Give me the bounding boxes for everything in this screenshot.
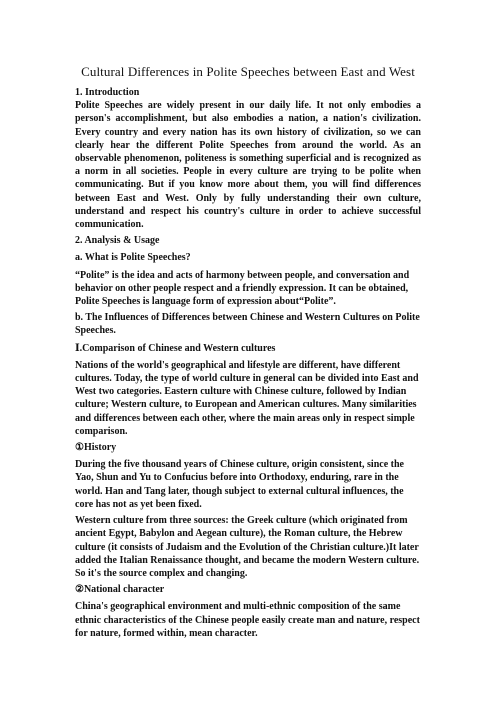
paragraph-introduction: Polite Speeches are widely present in our daily life. It not only embodies a person's accomplishment, but also embodies a nation, a nation's civilization. Every country and every nation has its own history of civilization, so we can clearly hear the different Polite Speeches from around the world. As an observable phenomenon, politeness is something superficial and is recognized as a norm in all societies. People in every culture are trying to be polite when communicating. But if you know more about them, you will find differences between East and West. Only by fully understanding their own culture, understand and respect his country's culture in order to achieve successful communication.	[75, 100, 421, 231]
paragraph-comparison: Nations of the world's geographical and lifestyle are different, have different cultures. Today, the type of world culture in general can be divided into East and West two categories. Eastern culture with Chinese culture, followed by Indian culture; Western culture, to European and American cultures. Many similarities and differences between each other, where the main areas only in respect simple comparison.	[75, 359, 419, 437]
subheading-national-character: ②National character	[75, 584, 165, 596]
document-title: Cultural Differences in Polite Speeches between East and West	[81, 64, 415, 79]
section-heading-analysis: 2. Analysis & Usage	[75, 235, 160, 247]
subheading-influences: b. The Influences of Differences between Chinese and Western Cultures on Polite Speeches.	[75, 312, 420, 337]
subheading-what-is-polite: a. What is Polite Speeches?	[75, 252, 191, 264]
paragraph-history-western: Western culture from three sources: the Greek culture (which originated from ancient Egypt, Babylon and Aegean culture), the Roman culture, the Hebrew culture (it consists of Judaism and the Evolution of the Christian culture.)It later added the Italian Renaissance thought, and became the modern Western culture. So it's the source complex and changing.	[75, 515, 420, 579]
paragraph-polite-definition: “Polite” is the idea and acts of harmony between people, and conversation and behavior on other people respect and a friendly expression. It can be obtained, Polite Speeches is language form of expression about“Polite”.	[75, 269, 410, 308]
subheading-history: ①History	[75, 442, 117, 454]
paragraph-history-chinese: During the five thousand years of Chinese culture, origin consistent, since the Yao, Shun and Yu to Confucius before into Orthodoxy, enduring, rare in the world. Han and Tang later, though subject to external cultural influences, the core has not as yet been fixed.	[75, 459, 404, 510]
paragraph-national-character: China's geographical environment and multi-ethnic composition of the same ethnic characteristics of the Chinese people easily create man and nature, respect for nature, formed within, mean character.	[75, 601, 420, 639]
section-heading-introduction: 1. Introduction	[75, 87, 140, 98]
subheading-comparison: Ⅰ.Comparison of Chinese and Western cultures	[75, 342, 276, 354]
document-body	[75, 86, 421, 643]
